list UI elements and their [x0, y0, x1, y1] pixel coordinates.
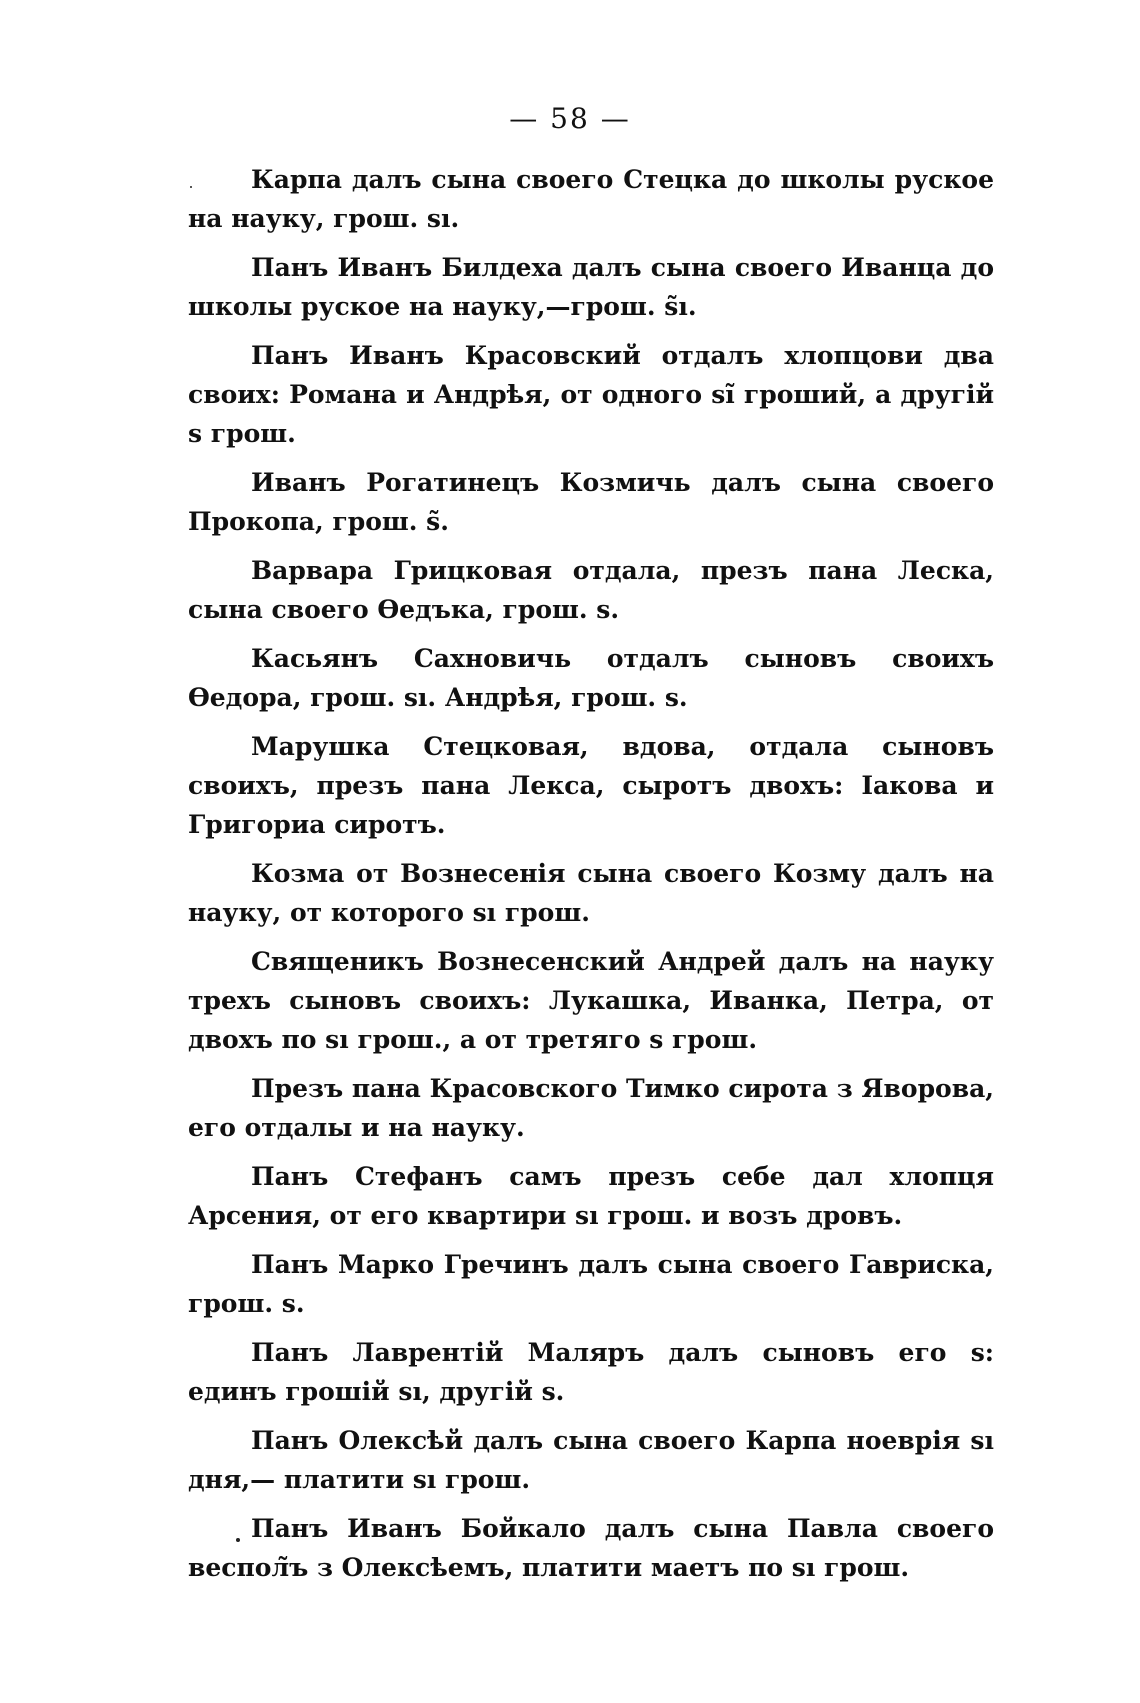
page-number: — 58 — [509, 102, 631, 135]
entry: Карпа далъ сына своего Стецка до школы руское на науку, грош. ѕı. [188, 165, 994, 233]
entry: Панъ Иванъ Билдеха далъ сына своего Иванца до школы руское на науку,—грош. ѕ̃ı. [188, 253, 994, 321]
entry: Панъ Марко Гречинъ далъ сына своего Гавриска, грош. ѕ. [188, 1250, 994, 1318]
entry: Священикъ Вознесенский Андрей далъ на науку трехъ сыновъ своихъ: Лукашка, Иванка, Петра, от двохъ по ѕı грош., а от третяго ѕ грош. [188, 947, 994, 1054]
entry: Козма от Вознесенія сына своего Козму далъ на науку, от которого ѕı грош. [188, 859, 994, 927]
entry: Панъ Лаврентій Маляръ далъ сыновъ его ѕ: единъ грошій ѕı, другій ѕ. [188, 1338, 994, 1406]
entry: Касьянъ Сахновичь отдалъ сыновъ своихъ Ѳедора, грош. ѕı. Андрѣя, грош. ѕ. [188, 644, 994, 712]
entry: Марушка Стецковая, вдова, отдала сыновъ своихъ, презъ пана Лекса, сыротъ двохъ: Іакова и Григориа сиротъ. [188, 732, 994, 839]
ink-speck [236, 1538, 240, 1542]
entry: Панъ Олексѣй далъ сына своего Карпа ноеврія ѕı дня,— платити ѕı грош. [188, 1426, 994, 1494]
entry: Варвара Грицковая отдала, презъ пана Леска, сына своего Ѳедъка, грош. ѕ. [188, 556, 994, 624]
entry: Панъ Стефанъ самъ презъ себе дал хлопця Арсения, от его квартири ѕı грош. и возъ дровъ. [188, 1162, 994, 1230]
entry: Панъ Иванъ Бойкало далъ сына Павла своего веспол̃ъ з Олексѣемъ, платити маетъ по ѕı грош. [188, 1514, 994, 1582]
entry: Иванъ Рогатинецъ Козмичь далъ сына своего Прокопа, грош. ѕ̃. [188, 468, 994, 536]
entry: Презъ пана Красовского Тимко сирота з Яворова, его отдалы и на науку. [188, 1074, 994, 1142]
entry: Панъ Иванъ Красовский отдалъ хлопцови два своих: Романа и Андрѣя, от одного ѕı̃ гроший, а другій ѕ грош. [188, 341, 994, 448]
ink-speck [190, 186, 192, 188]
entries-list [188, 160, 994, 1597]
